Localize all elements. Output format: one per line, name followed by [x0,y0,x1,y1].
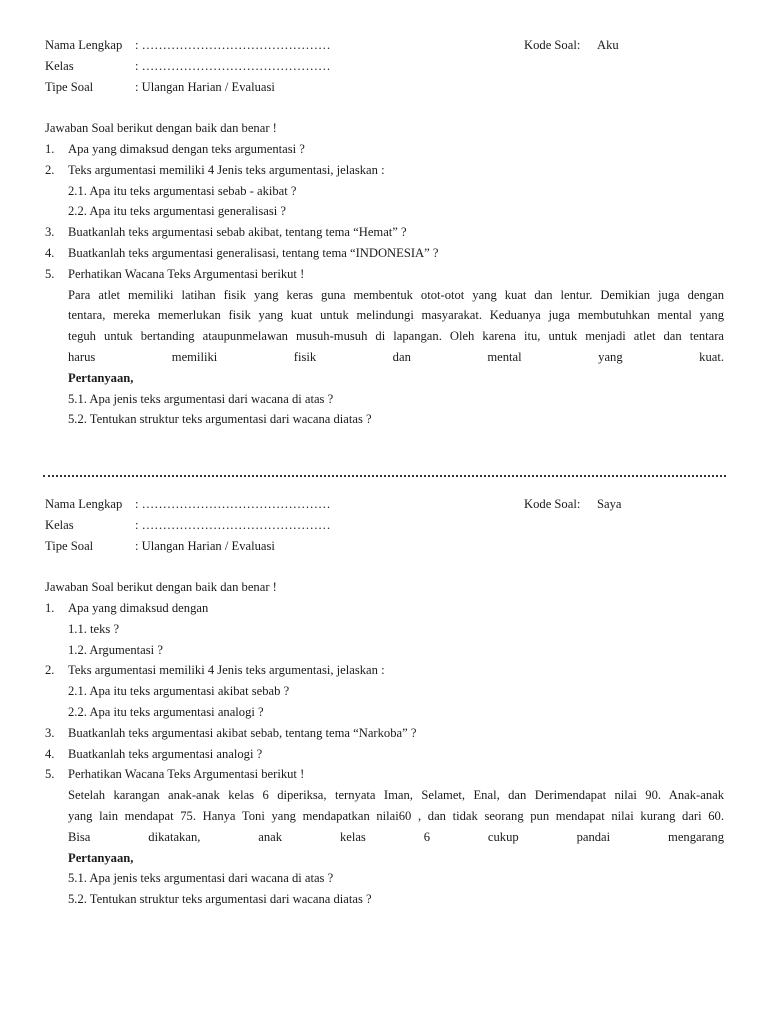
pertanyaan-heading [45,368,724,389]
passage-line: yang lain mendapat 75. Hanya Toni yang mendapatkan nilai60 , dan tidak seorang pun mendapat nilai kurang dari 60. [68,808,724,823]
question-text: Apa yang dimaksud dengan teks argumentasi ? [68,141,305,156]
instruction-text: Jawaban Soal berikut dengan baik dan benar ! [45,121,277,136]
kelas-label: Kelas [45,58,74,73]
kode-soal-label: Kode Soal: [524,38,581,52]
header-row-kelas [45,515,724,536]
question-text: Perhatikan Wacana Teks Argumentasi berikut ! [68,266,305,281]
sub-question-5-1 [45,389,724,410]
question-1 [45,139,724,160]
passage-line: tentara, mereka memerlukan fisik yang kuat untuk melindungi masyarakat. Keduanya juga membutuhkan mental yang [68,308,724,323]
exam-sheet-saya [45,494,724,910]
pertanyaan-heading [45,848,724,869]
question-number: 2. [45,663,55,678]
question-3 [45,723,724,744]
question-2 [45,660,724,681]
sub-question-5-1 [45,868,724,889]
header-row-tipe [45,77,724,98]
passage-paragraph [68,285,724,368]
header-row-nama [45,494,724,515]
sub-question-text: 5.2. Tentukan struktur teks argumentasi dari wacana diatas ? [68,892,372,907]
dotted-cut-line [43,475,726,477]
passage-line: teguh untuk bertanding ataupunmelawan musuh-musuh di lapangan. Oleh karena itu, untuk menjadi atlet dan tentara [68,329,724,344]
tipe-soal-label: Tipe Soal [45,538,94,553]
sub-question-2-2 [45,702,724,723]
nama-lengkap-field: : ……………………………………… [135,38,331,52]
question-number: 4. [45,245,55,260]
tipe-soal-label: Tipe Soal [45,79,94,94]
sub-question-1-1 [45,619,724,640]
instruction-line [45,577,724,598]
nama-lengkap-label: Nama Lengkap [45,38,123,52]
question-number: 3. [45,225,55,240]
kode-soal-value: Saya [597,497,622,511]
nama-lengkap-field: : ……………………………………… [135,497,331,511]
tipe-soal-value: : Ulangan Harian / Evaluasi [135,538,275,553]
tipe-soal-value: : Ulangan Harian / Evaluasi [135,79,275,94]
question-text: Buatkanlah teks argumentasi sebab akibat, tentang tema “Hemat” ? [68,225,407,240]
question-4 [45,243,724,264]
question-1 [45,598,724,619]
nama-lengkap-label: Nama Lengkap [45,497,123,511]
sub-question-2-2 [45,201,724,222]
sub-question-text: 2.2. Apa itu teks argumentasi generalisasi ? [68,204,287,219]
question-number: 1. [45,600,55,615]
sub-question-5-2 [45,409,724,430]
question-3 [45,222,724,243]
question-number: 3. [45,725,55,740]
sub-question-5-2 [45,889,724,910]
kelas-label: Kelas [45,517,74,532]
question-text: Perhatikan Wacana Teks Argumentasi berikut ! [68,767,305,782]
sub-question-text: 1.2. Argumentasi ? [68,642,163,657]
question-text: Teks argumentasi memiliki 4 Jenis teks argumentasi, jelaskan : [68,162,385,177]
pertanyaan-label: Pertanyaan, [68,850,134,865]
instruction-line [45,118,724,139]
passage-line: Setelah karangan anak-anak kelas 6 diperiksa, ternyata Iman, Selamet, Enal, dan Derimendapat nilai 90. Anak-anak [68,788,724,803]
question-number: 5. [45,266,55,281]
sub-question-text: 2.1. Apa itu teks argumentasi sebab - akibat ? [68,183,297,198]
question-4 [45,744,724,765]
header-row-nama [45,35,724,56]
exam-sheet-aku [45,35,724,430]
sub-question-text: 5.1. Apa jenis teks argumentasi dari wacana di atas ? [68,391,334,406]
question-2 [45,160,724,181]
sub-question-2-1 [45,681,724,702]
sub-question-1-2 [45,640,724,661]
pertanyaan-label: Pertanyaan, [68,370,134,385]
header-row-tipe [45,536,724,557]
kelas-field: : ……………………………………… [135,517,331,532]
sub-question-text: 1.1. teks ? [68,621,120,636]
question-number: 4. [45,746,55,761]
passage-paragraph [68,785,724,847]
instruction-text: Jawaban Soal berikut dengan baik dan benar ! [45,580,277,595]
sub-question-2-1 [45,181,724,202]
question-number: 5. [45,767,55,782]
question-number: 2. [45,162,55,177]
header-row-kelas [45,56,724,77]
sub-question-text: 5.1. Apa jenis teks argumentasi dari wacana di atas ? [68,871,334,886]
question-text: Buatkanlah teks argumentasi generalisasi, tentang tema “INDONESIA” ? [68,245,439,260]
question-text: Buatkanlah teks argumentasi analogi ? [68,746,263,761]
sub-question-text: 5.2. Tentukan struktur teks argumentasi dari wacana diatas ? [68,412,372,427]
passage-line: harus memiliki fisik dan mental yang kuat. [68,349,724,364]
question-text: Teks argumentasi memiliki 4 Jenis teks argumentasi, jelaskan : [68,663,385,678]
question-text: Buatkanlah teks argumentasi akibat sebab, tentang tema “Narkoba” ? [68,725,417,740]
kode-soal-label: Kode Soal: [524,497,581,511]
passage-line: Bisa dikatakan, anak kelas 6 cukup pandai mengarang [68,829,724,844]
question-number: 1. [45,141,55,156]
kelas-field: : ……………………………………… [135,58,331,73]
passage-line: Para atlet memiliki latihan fisik yang keras guna membentuk otot-otot yang kuat dan lentur. Demikian juga dengan [68,287,724,302]
question-5 [45,264,724,285]
question-5 [45,764,724,785]
question-text: Apa yang dimaksud dengan [68,600,209,615]
kode-soal-value: Aku [597,38,619,52]
sub-question-text: 2.2. Apa itu teks argumentasi analogi ? [68,704,264,719]
sub-question-text: 2.1. Apa itu teks argumentasi akibat sebab ? [68,684,290,699]
